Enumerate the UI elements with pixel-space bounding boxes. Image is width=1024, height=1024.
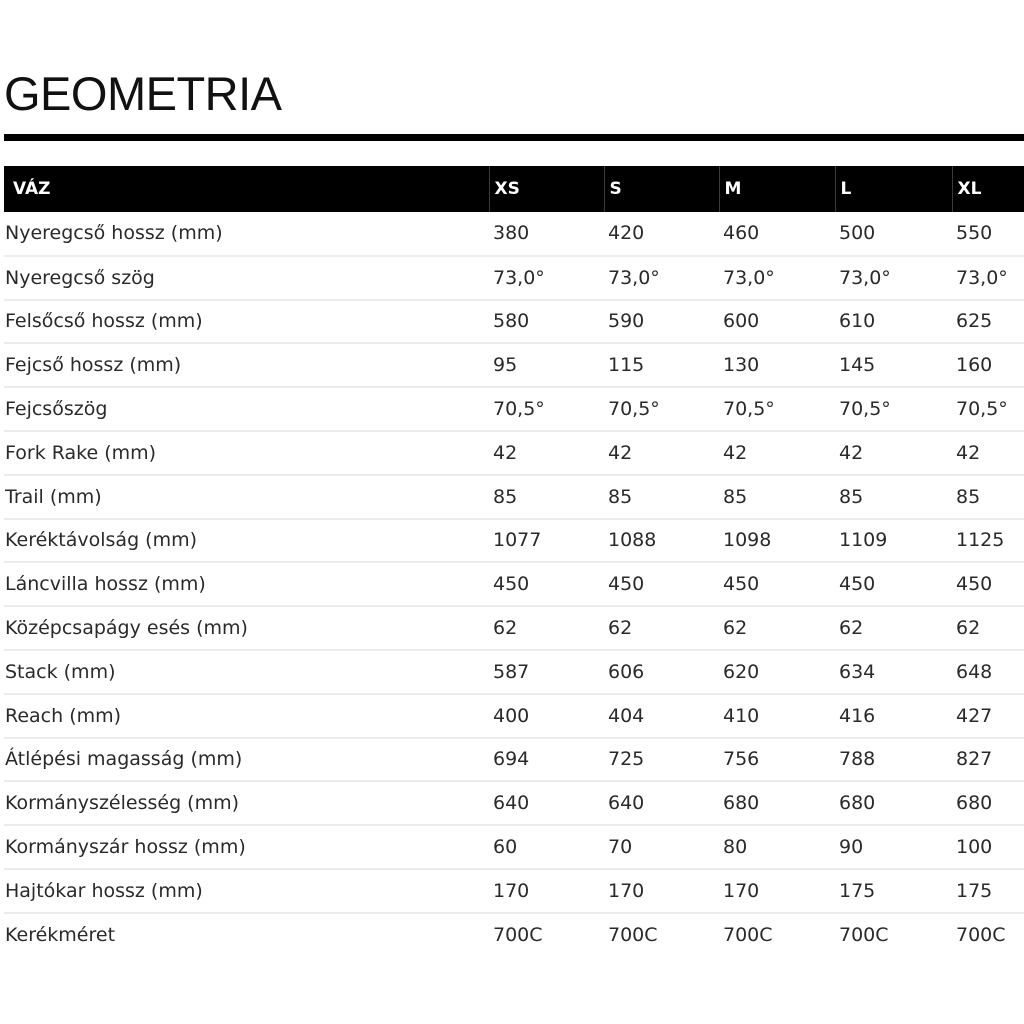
row-value-s: 85 <box>604 475 719 519</box>
row-value-xl: 42 <box>952 431 1024 475</box>
table-row <box>4 343 1024 387</box>
row-value-l: 500 <box>835 212 952 256</box>
table-row <box>4 650 1024 694</box>
row-value-m: 680 <box>719 781 835 825</box>
row-value-xs: 1077 <box>489 519 604 563</box>
row-label: Hajtókar hossz (mm) <box>4 869 489 913</box>
row-label: Fejcsőszög <box>4 387 489 431</box>
row-value-xl: 427 <box>952 694 1024 738</box>
row-value-l: 1109 <box>835 519 952 563</box>
row-value-m: 85 <box>719 475 835 519</box>
table-row <box>4 212 1024 256</box>
row-value-l: 175 <box>835 869 952 913</box>
row-value-xs: 42 <box>489 431 604 475</box>
row-value-l: 90 <box>835 825 952 869</box>
row-value-xl: 827 <box>952 738 1024 782</box>
row-value-l: 42 <box>835 431 952 475</box>
table-row <box>4 256 1024 300</box>
row-value-m: 1098 <box>719 519 835 563</box>
row-label: Kormányszélesség (mm) <box>4 781 489 825</box>
table-row <box>4 913 1024 957</box>
row-value-xs: 62 <box>489 606 604 650</box>
row-value-m: 130 <box>719 343 835 387</box>
row-value-s: 42 <box>604 431 719 475</box>
row-value-l: 62 <box>835 606 952 650</box>
row-value-m: 42 <box>719 431 835 475</box>
row-value-xs: 170 <box>489 869 604 913</box>
row-value-l: 450 <box>835 562 952 606</box>
row-label: Fejcső hossz (mm) <box>4 343 489 387</box>
header-size-m: M <box>719 166 835 212</box>
table-row <box>4 431 1024 475</box>
row-label: Átlépési magasság (mm) <box>4 738 489 782</box>
row-label: Kormányszár hossz (mm) <box>4 825 489 869</box>
table-row <box>4 300 1024 344</box>
header-size-xs: XS <box>489 166 604 212</box>
row-label: Középcsapágy esés (mm) <box>4 606 489 650</box>
table-body <box>4 212 1024 957</box>
row-value-xl: 62 <box>952 606 1024 650</box>
row-value-xl: 175 <box>952 869 1024 913</box>
row-value-s: 606 <box>604 650 719 694</box>
row-value-xs: 450 <box>489 562 604 606</box>
table-row <box>4 781 1024 825</box>
row-value-xs: 700C <box>493 924 543 947</box>
row-value-s: 420 <box>604 212 719 256</box>
row-value-xl: 700C <box>956 924 1006 947</box>
row-value-m: 410 <box>719 694 835 738</box>
row-value-s: 73,0° <box>604 256 719 300</box>
row-label: Nyeregcső hossz (mm) <box>4 212 489 256</box>
row-value-m: 73,0° <box>719 256 835 300</box>
row-value-xl: 100 <box>952 825 1024 869</box>
row-value-m: 170 <box>719 869 835 913</box>
row-value-s: 404 <box>604 694 719 738</box>
header-frame: VÁZ <box>4 166 489 212</box>
row-value-xs: 694 <box>489 738 604 782</box>
row-value-xs: 640 <box>489 781 604 825</box>
row-value-l: 85 <box>835 475 952 519</box>
row-value-xl: 550 <box>952 212 1024 256</box>
row-value-m: 460 <box>719 212 835 256</box>
row-value-s: 1088 <box>604 519 719 563</box>
row-label: Kerékméret <box>5 924 116 947</box>
row-label: Keréktávolság (mm) <box>4 519 489 563</box>
row-value-xs: 73,0° <box>489 256 604 300</box>
row-value-xl: 680 <box>952 781 1024 825</box>
row-value-s: 70,5° <box>604 387 719 431</box>
table-row <box>4 694 1024 738</box>
table-header-row <box>4 166 1024 212</box>
row-value-m: 80 <box>719 825 835 869</box>
row-value-xl: 450 <box>952 562 1024 606</box>
row-value-m: 450 <box>719 562 835 606</box>
row-label: Felsőcső hossz (mm) <box>4 300 489 344</box>
row-label: Fork Rake (mm) <box>4 431 489 475</box>
row-label: Nyeregcső szög <box>4 256 489 300</box>
row-value-xl: 160 <box>952 343 1024 387</box>
row-value-s: 115 <box>604 343 719 387</box>
row-value-xl: 625 <box>952 300 1024 344</box>
row-value-l: 70,5° <box>835 387 952 431</box>
header-size-l: L <box>835 166 952 212</box>
row-value-xs: 580 <box>489 300 604 344</box>
row-value-m: 620 <box>719 650 835 694</box>
row-value-s: 725 <box>604 738 719 782</box>
table-row <box>4 606 1024 650</box>
row-value-s: 62 <box>604 606 719 650</box>
row-value-xl: 85 <box>952 475 1024 519</box>
table-row <box>4 562 1024 606</box>
row-value-m: 700C <box>723 924 773 947</box>
row-value-xs: 380 <box>489 212 604 256</box>
row-value-s: 450 <box>604 562 719 606</box>
row-value-xs: 70,5° <box>489 387 604 431</box>
table-row <box>4 825 1024 869</box>
row-label: Láncvilla hossz (mm) <box>4 562 489 606</box>
row-value-xs: 85 <box>489 475 604 519</box>
table-row <box>4 519 1024 563</box>
header-size-s: S <box>604 166 719 212</box>
row-value-l: 416 <box>835 694 952 738</box>
row-label: Stack (mm) <box>4 650 489 694</box>
row-value-xl: 70,5° <box>952 387 1024 431</box>
header-size-xl: XL <box>952 166 1024 212</box>
row-label: Trail (mm) <box>4 475 489 519</box>
row-value-s: 70 <box>604 825 719 869</box>
row-value-s: 700C <box>608 924 658 947</box>
row-value-xs: 587 <box>489 650 604 694</box>
table-row <box>4 387 1024 431</box>
row-value-xs: 400 <box>489 694 604 738</box>
row-value-l: 700C <box>839 924 889 947</box>
row-value-m: 756 <box>719 738 835 782</box>
row-value-l: 145 <box>835 343 952 387</box>
title-divider <box>4 134 1024 141</box>
page-title: GEOMETRIA <box>4 67 282 120</box>
geometry-table <box>4 166 1024 957</box>
row-value-xs: 95 <box>489 343 604 387</box>
row-value-l: 73,0° <box>835 256 952 300</box>
table-row <box>4 869 1024 913</box>
row-value-xl: 648 <box>952 650 1024 694</box>
row-value-s: 170 <box>604 869 719 913</box>
row-value-l: 788 <box>835 738 952 782</box>
row-value-l: 610 <box>835 300 952 344</box>
table-row <box>4 475 1024 519</box>
row-value-m: 70,5° <box>719 387 835 431</box>
row-label: Reach (mm) <box>4 694 489 738</box>
row-value-s: 590 <box>604 300 719 344</box>
row-value-m: 62 <box>719 606 835 650</box>
row-value-xl: 1125 <box>952 519 1024 563</box>
row-value-s: 640 <box>604 781 719 825</box>
row-value-l: 680 <box>835 781 952 825</box>
row-value-m: 600 <box>719 300 835 344</box>
table-row <box>4 738 1024 782</box>
row-value-xl: 73,0° <box>952 256 1024 300</box>
row-value-l: 634 <box>835 650 952 694</box>
row-value-xs: 60 <box>489 825 604 869</box>
